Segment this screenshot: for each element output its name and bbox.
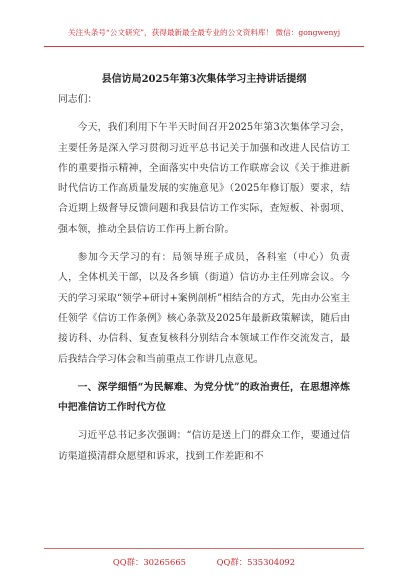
document-body xyxy=(58,90,350,467)
footer-divider xyxy=(44,548,364,549)
salutation: 同志们： xyxy=(58,94,98,105)
body-paragraph-2: 参加今天学习的有：局领导班子成员，各科室（中心）负责人，全体机关干部，以及各乡镇（街道）信访办主任列席会议。今天的学习采取“领学+研讨+案例剖析”相结合的方式，先由办公室主任领学《信访工作条例》核心条款及2025年最新政策解读，随后由接访科、办信科、复查复核科分别结合本领域工作作交流发言，最后我结合学习体会和当前重点工作讲几点意见。 xyxy=(58,252,350,365)
section-paragraph-1: 习近平总书记多次强调：“信访是送上门的群众工作，要通过信访渠道摸清群众愿望和诉求，找到工作差距和不 xyxy=(58,430,350,462)
section-heading-1: 一、深学细悟“为民解难、为党分忧”的政治责任，在思想淬炼中把准信访工作时代方位 xyxy=(58,381,350,414)
footer-contacts xyxy=(0,556,408,568)
footer-qq-group-2: QQ群：535304092 xyxy=(216,557,296,567)
header-divider xyxy=(44,46,364,47)
header-promo-note: 关注头条号“公文研究”，获得最新最全最专业的公文资料库！ 微信：gongwenyj xyxy=(67,28,341,37)
footer-qq-group-1: QQ群：30265665 xyxy=(112,557,186,567)
document-title: 县信访局2025年第3次集体学习主持讲话提纲 xyxy=(101,74,307,85)
body-paragraph-1: 今天，我们利用下午半天时间召开2025年第3次集体学习会，主要任务是深入学习贯彻习近平总书记关于加强和改进人民信访工作的重要指示精神，全面落实中央信访工作联席会议《关于推进新时代信访工作高质量发展的实施意见》（2025年修订版）要求，结合近期上级督导反馈问题和我县信访工作实际，查短板、补弱项、强本领，推动全县信访工作再上新台阶。 xyxy=(58,122,350,235)
